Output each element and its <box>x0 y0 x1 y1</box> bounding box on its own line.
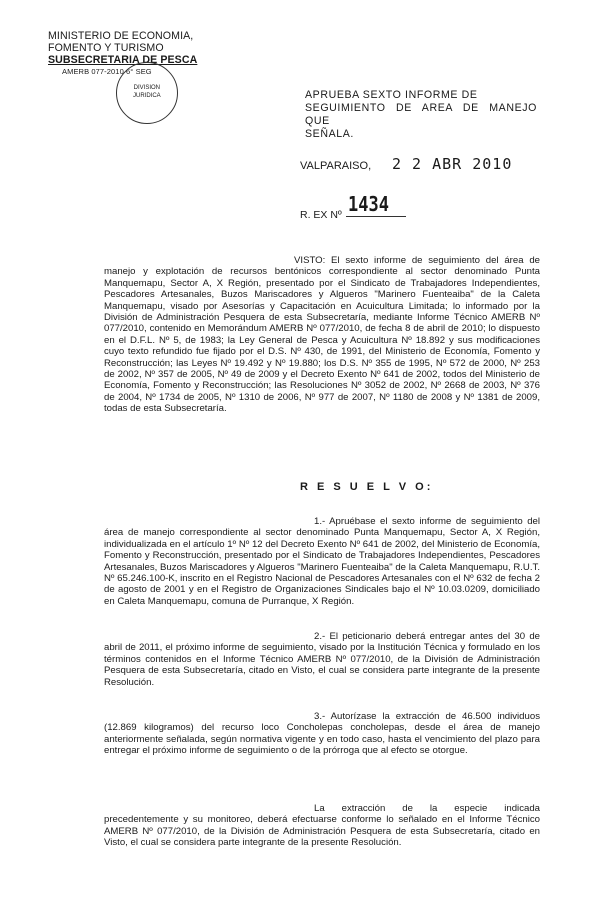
title-line-3: SEÑALA. <box>305 128 354 140</box>
resolution-title <box>305 89 537 141</box>
title-line-1: APRUEBA SEXTO INFORME DE <box>305 89 478 101</box>
article-1: 1.- Apruébase el sexto informe de seguimiento del área de manejo correspondiente al sector denominado Punta Manquemapu, Sector A, X Región, individualizada en el artículo 1º Nº 12 del Decreto Exento Nº 641 de 2002, del Ministerio de Economía, Fomento y Reconstrucción, presentado por el Sindicato de Trabajadores Independientes, Pescadores Artesanales, Buzos Mariscadores y Algueros "Marinero Fuenteaiba" de la Caleta Manquemapu, R.U.T. Nº 65.246.100-K, inscrito en el Registro Nacional de Pescadores Artesanales con el Nº 632 de fecha 2 de agosto de 2001 y en el Registro de Organizaciones Sindicales bajo el Nº 10.03.0209, domiciliado en Caleta Manquemapu, comuna de Purranque, X Región. <box>104 516 540 607</box>
date-stamp: 2 2 ABR 2010 <box>392 155 513 173</box>
header-reference: AMERB 077-2010 6° SEG <box>62 67 152 76</box>
article-3-paragraph-2: La extracción de la especie indicada precedentemente y su monitoreo, deberá efectuarse conforme lo señalado en el Informe Técnico AMERB Nº 077/2010, de la División de Administración Pesquera de esta Subsecretaría, citado en Visto, el cual se considera parte integrante de la presente Resolución. <box>104 803 540 849</box>
issuer-header <box>48 30 197 78</box>
place: VALPARAISO, <box>300 160 372 172</box>
article-2: 2.- El peticionario deberá entregar antes del 30 de abril de 2011, el próximo informe de seguimiento, visado por la Institución Técnica y formulado en los términos contenidos en el Informe Técnico AMERB Nº 077/2010, de la División de Administración Pesquera de esta Subsecretaría, citado en Visto, el cual se considera parte integrante de la presente Resolución. <box>104 631 540 688</box>
resuelvo-heading: R E S U E L V O: <box>300 481 434 493</box>
header-ministry: MINISTERIO DE ECONOMIA, <box>48 30 194 42</box>
stamp-line-1: DIVISION <box>133 85 160 91</box>
stamp-line-2: JURIDICA <box>133 93 161 99</box>
article-3: 3.- Autorízase la extracción de 46.500 individuos (12.869 kilogramos) del recurso loco Concholepas concholepas, desde el área de manejo anteriormente señalada, según normativa vigente y en todo caso, hasta el vencimiento del plazo para entregar el próximo informe de seguimiento o de la prórroga que al efecto se otorgue. <box>104 711 540 757</box>
rex-underline <box>346 216 406 217</box>
division-stamp <box>116 62 178 124</box>
title-line-2: SEGUIMIENTO DE AREA DE MANEJO QUE <box>305 102 537 127</box>
header-ministry-2: FOMENTO Y TURISMO <box>48 42 164 54</box>
rex-label: R. EX Nº <box>300 209 342 221</box>
visto-paragraph: VISTO: El sexto informe de seguimiento del área de manejo y explotación de recursos bentónicos correspondiente al sector denominado Punta Manquemapu, Sector A, X Región, presentado por el Sindicato de Trabajadores Independientes, Pescadores Artesanales, Buzos Mariscadores y Algueros "Marinero Fuenteaiba" de la Caleta Manquemapu, visado por Asesorías y Capacitación en Acuicultura Limitada; lo informado por la División de Administración Pesquera de esta Subsecretaría, mediante Informe Técnico AMERB Nº 077/2010, contenido en Memorándum AMERB Nº 077/2010, de fecha 8 de abril de 2010; lo dispuesto en el D.F.L. Nº 5, de 1983; la Ley General de Pesca y Acuicultura Nº 18.892 y sus modificaciones cuyo texto refundido fue fijado por el D.S. Nº 430, de 1991, del Ministerio de Economía, Fomento y Reconstrucción; las Leyes Nº 19.492 y Nº 19.880; los D.S. Nº 355 de 1995, Nº 572 de 2000, Nº 253 de 2002, Nº 357 de 2005, Nº 49 de 2009 y el Decreto Exento Nº 641 de 2002, todos del Ministerio de Economía, Fomento y Reconstrucción; las Resoluciones Nº 3052 de 2002, Nº 2668 de 2003, Nº 376 de 2004, Nº 1734 de 2005, Nº 1310 de 2006, Nº 977 de 2007, Nº 1180 de 2008 y Nº 1381 de 2009, todas de esta Subsecretaría. <box>104 255 540 415</box>
header-subsecretaria: SUBSECRETARIA DE PESCA <box>48 54 198 66</box>
rex-number: 1434 <box>348 192 389 216</box>
